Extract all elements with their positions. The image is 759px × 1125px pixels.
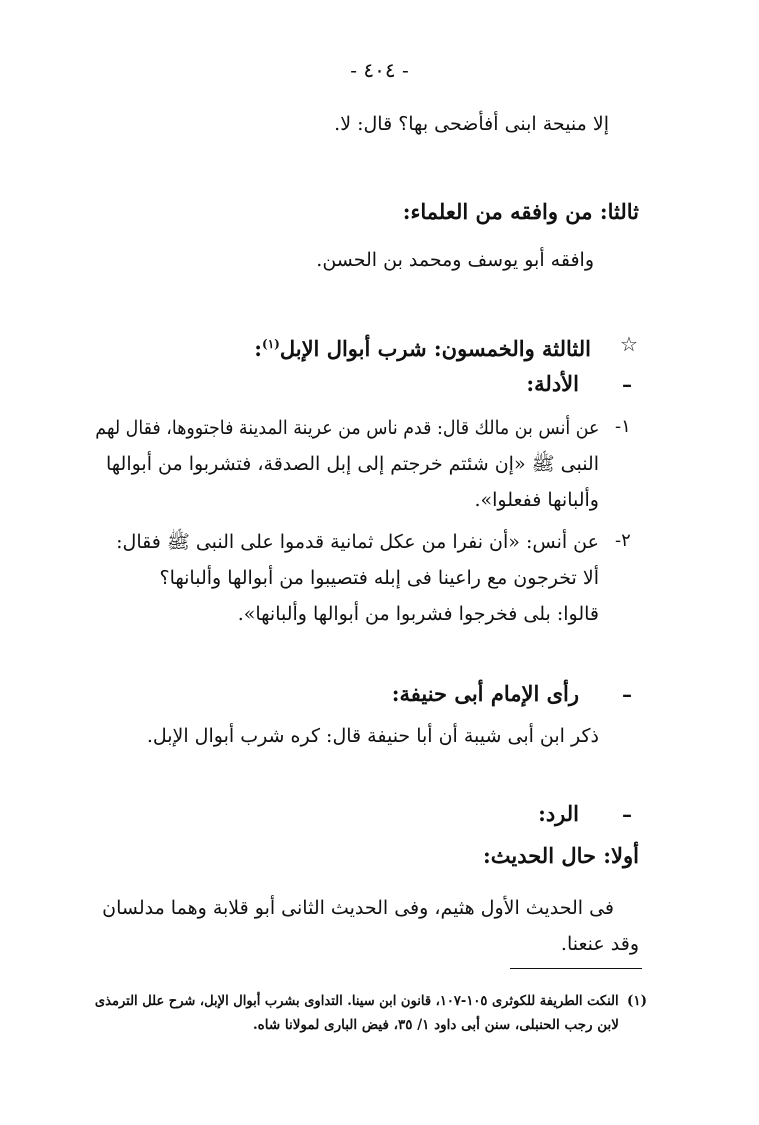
opinion-heading: رأى الإمام أبى حنيفة:: [391, 681, 579, 706]
topic-heading-text: الثالثة والخمسون: شرب أبوال الإبل: [279, 336, 591, 361]
footnote-line-2: لابن رجب الحنبلى، سنن أبى داود ١/ ٣٥، فيض البارى لمولانا شاه.: [252, 1017, 619, 1033]
section-heading-agreement: ثالثا: من وافقه من العلماء:: [402, 199, 639, 224]
footnote-ref: (١): [262, 337, 280, 351]
evidence-item-2-line-2: ألا تخرجون مع راعينا فى إبله فتصيبوا من أبوالها وألبانها؟: [159, 567, 599, 589]
reply-dash: –: [622, 802, 632, 826]
topic-heading: [254, 330, 591, 363]
evidence-item-2-line-1: عن أنس: «أن نفرا من عكل ثمانية قدموا على النبى ﷺ فقال:: [116, 531, 599, 553]
evidence-item-1-line-3: وألبانها ففعلوا».: [474, 489, 599, 511]
evidence-item-1-line-1: عن أنس بن مالك قال: قدم ناس من عرينة المدينة فاجتووها، فقال لهم: [94, 417, 599, 439]
evidence-item-number: ٢-: [615, 530, 631, 551]
reply-line-1: فى الحديث الأول هثيم، وفى الحديث الثانى أبو قلابة وهما مدلسان: [102, 897, 614, 919]
topic-heading-colon: :: [254, 336, 262, 361]
page-number: - ٤٠٤ -: [350, 58, 409, 82]
agreement-text: وافقه أبو يوسف ومحمد بن الحسن.: [316, 249, 594, 271]
reply-heading: الرد:: [538, 801, 579, 826]
evidence-item-1-line-2: النبى ﷺ «إن شئتم خرجتم إلى إبل الصدقة، فتشربوا من أبوالها: [105, 453, 599, 475]
opinion-text: ذكر ابن أبى شيبة أن أبا حنيفة قال: كره شرب أبوال الإبل.: [146, 725, 599, 747]
evidence-item-2-line-3: قالوا: بلى فخرجوا فشربوا من أبوالها وألبانها».: [237, 603, 599, 625]
footnote-separator: [510, 968, 642, 969]
reply-subheading: أولا: حال الحديث:: [483, 843, 639, 868]
intro-line: إلا منيحة ابنى أفأضحى بها؟ قال: لا.: [334, 113, 609, 135]
evidence-heading: الأدلة:: [526, 371, 579, 396]
evidence-item-number: ١-: [615, 416, 631, 437]
footnote-number: (١): [626, 993, 647, 1009]
opinion-dash: –: [622, 682, 632, 706]
evidence-dash: –: [622, 372, 632, 396]
star-icon: ☆: [620, 332, 638, 356]
footnote-line-1: النكت الطريفة للكوثرى ١٠٥-١٠٧، قانون ابن سينا. التداوى بشرب أبوال الإبل، شرح علل الترمذى: [95, 993, 619, 1009]
reply-line-2: وقد عنعنا.: [560, 933, 639, 955]
